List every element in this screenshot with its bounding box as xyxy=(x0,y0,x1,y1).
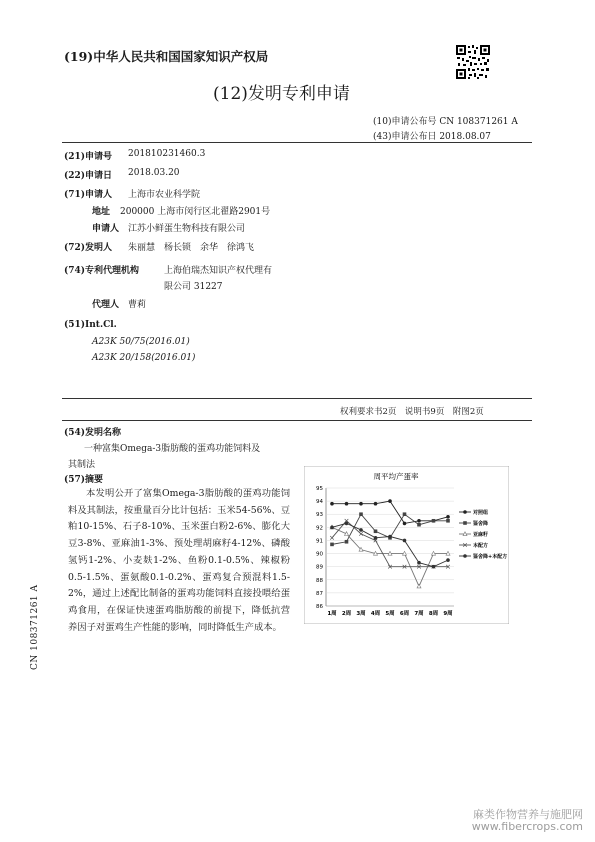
x-tick-label: 9周 xyxy=(443,611,453,617)
legend-label: 鉴舍降 xyxy=(473,521,489,527)
y-tick-label: 88 xyxy=(316,577,323,584)
data-point xyxy=(359,512,363,516)
abstract-label: (57)摘要 xyxy=(64,475,104,485)
data-point xyxy=(417,519,421,523)
ipc-class-1: A23K 50/75(2016.01) xyxy=(92,337,190,347)
inventor-label: (72)发明人 xyxy=(64,243,113,253)
x-tick-label: 7周 xyxy=(414,611,424,617)
summary-rule-top xyxy=(62,398,532,399)
qr-code-icon xyxy=(455,44,491,80)
data-point xyxy=(388,535,392,539)
x-tick-label: 3周 xyxy=(356,611,366,617)
patent-office: (19)中华人民共和国国家知识产权局 xyxy=(64,49,269,64)
address-label: 地址 xyxy=(92,207,111,217)
y-tick-label: 95 xyxy=(316,486,323,492)
applicant2: 江苏小鲜蛋生物科技有限公司 xyxy=(128,224,246,234)
application-number: 201810231460.3 xyxy=(128,149,206,159)
data-point xyxy=(330,543,334,547)
data-point xyxy=(403,539,407,543)
legend-label: 鉴舍降+本配方 xyxy=(473,554,508,560)
data-point xyxy=(330,526,334,530)
y-tick-label: 94 xyxy=(316,499,323,506)
x-tick-label: 5周 xyxy=(385,611,395,617)
ipc-class-2: A23K 20/158(2016.01) xyxy=(92,353,196,363)
invention-title-label: (54)发明名称 xyxy=(64,428,122,438)
application-date-label: (22)申请日 xyxy=(64,171,113,181)
applicant-label: (71)申请人 xyxy=(64,190,113,200)
abstract-text: 本发明公开了富集Omega-3脂肪酸的蛋鸡功能饲料及其制法，按重量百分比计包括：玉米54-56%、豆粕10-15%、石子8-10%、玉米蛋白粉2-6%、膨化大豆3-8%、亚麻油1-3%、预处理胡麻籽4-12%、磷酸氢钙1-2%、小麦麸1-2%、鱼粉0.1-0.5%、辣椒粉0.5-1.5%、蛋氨酸0.1-0.2%、蛋鸡复合预混料1.5-2%，通过上述配比制备的蛋鸡功能饲料直接投喂给蛋鸡食用，在保证快速蛋鸡脂肪酸的前提下，降低抗营养因子对蛋鸡生产性能的影响，同时降低生产成本。 xyxy=(68,488,290,633)
application-date: 2018.03.20 xyxy=(128,168,180,178)
legend-label: 本配方 xyxy=(473,543,489,549)
y-tick-label: 86 xyxy=(316,604,323,610)
data-point xyxy=(345,502,349,506)
publication-date: (43)申请公布日 2018.08.07 xyxy=(373,132,491,142)
y-tick-label: 87 xyxy=(316,590,323,597)
summary-rule-bottom xyxy=(62,420,532,421)
data-point xyxy=(446,558,450,562)
data-point xyxy=(388,499,392,503)
y-tick-label: 93 xyxy=(316,512,323,519)
x-tick-label: 2周 xyxy=(341,611,352,617)
data-point xyxy=(432,519,436,523)
egg-laying-rate-chart xyxy=(304,466,509,624)
x-tick-label: 4周 xyxy=(370,611,381,617)
application-number-label: (21)申请号 xyxy=(64,152,113,162)
x-tick-label: 6周 xyxy=(399,611,410,617)
publication-number: (10)申请公布号 CN 108371261 A xyxy=(373,117,518,127)
data-point xyxy=(345,540,349,544)
legend-label: 对照组 xyxy=(473,510,489,516)
data-point xyxy=(359,528,363,532)
applicant2-label: 申请人 xyxy=(92,224,120,234)
data-point xyxy=(403,512,407,516)
data-point xyxy=(417,561,421,565)
agent: 曹莉 xyxy=(128,300,147,310)
data-point xyxy=(403,522,407,526)
data-point xyxy=(446,519,450,523)
data-point xyxy=(330,502,334,506)
y-tick-label: 91 xyxy=(316,538,323,545)
data-point xyxy=(374,536,378,540)
x-tick-label: 8周 xyxy=(428,611,439,617)
x-tick-label: 1周 xyxy=(327,611,337,617)
address: 200000 上海市闵行区北翟路2901号 xyxy=(120,207,271,217)
data-point xyxy=(417,523,421,527)
legend-marker xyxy=(463,521,467,525)
data-point xyxy=(446,515,450,519)
legend-marker xyxy=(463,510,467,514)
side-publication-number: CN 108371261 A xyxy=(30,584,40,670)
invention-title-line-1: 一种富集Omega-3脂肪酸的蛋鸡功能饲料及 xyxy=(84,444,261,454)
legend-label: 亚麻籽 xyxy=(473,532,489,538)
agency-line-1: 上海伯瑞杰知识产权代理有 xyxy=(164,266,273,276)
y-tick-label: 92 xyxy=(316,525,323,532)
agency-line-2: 限公司 31227 xyxy=(164,282,223,292)
legend-marker xyxy=(463,554,467,558)
ipc-label: (51)Int.Cl. xyxy=(64,320,117,330)
watermark-line-1: 麻类作物营养与施肥网 xyxy=(473,808,583,821)
invention-title-line-2: 其制法 xyxy=(68,460,96,470)
data-point xyxy=(432,565,436,569)
data-point xyxy=(374,502,378,506)
agency-label: (74)专利代理机构 xyxy=(64,266,140,276)
page-count-summary: 权利要求书2页 说明书9页 附图2页 xyxy=(340,407,484,417)
document-type: (12)发明专利申请 xyxy=(213,84,350,104)
chart-title: 周平均产蛋率 xyxy=(373,472,419,481)
applicant: 上海市农业科学院 xyxy=(128,190,201,200)
data-point xyxy=(374,529,378,533)
header-rule xyxy=(62,142,532,143)
agent-label: 代理人 xyxy=(92,300,120,310)
data-point xyxy=(345,522,349,526)
y-tick-label: 89 xyxy=(316,564,323,571)
data-point xyxy=(359,502,363,506)
inventors: 朱丽慧 杨长锁 余华 徐鸿飞 xyxy=(128,243,255,253)
y-tick-label: 90 xyxy=(316,551,323,558)
watermark-line-2: www.fibercrops.com xyxy=(471,820,583,833)
